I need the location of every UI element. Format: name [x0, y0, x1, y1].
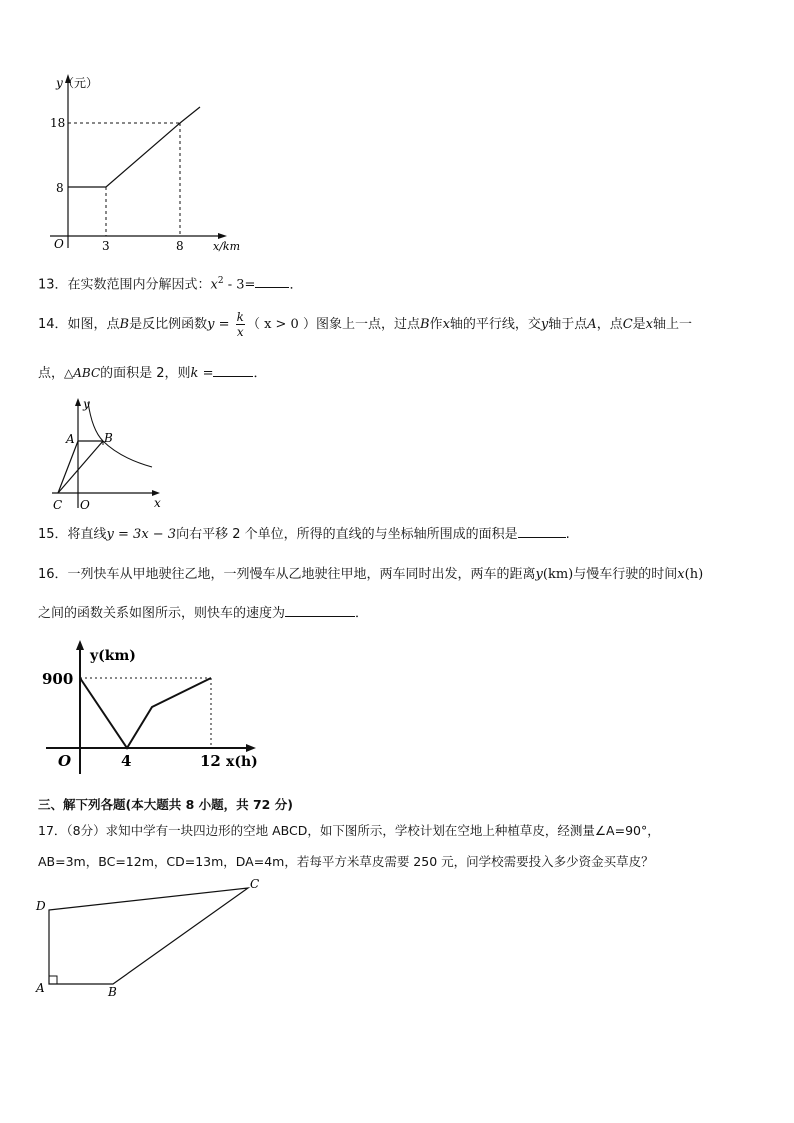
- hyperbola-graph: [48, 396, 168, 516]
- q14-text-d: 作: [429, 317, 443, 332]
- q15-prefix: 15．将直线: [38, 527, 107, 542]
- graph2-point-a: A: [66, 432, 75, 446]
- question-13: [38, 272, 302, 294]
- q14-text-h: 是: [632, 317, 646, 332]
- fare-graph: [30, 70, 260, 255]
- q14-y: y: [207, 317, 215, 332]
- q15-end: .: [565, 527, 570, 542]
- q14-answer-blank[interactable]: [213, 364, 253, 377]
- graph3-x-tick-4: 4: [121, 752, 132, 770]
- q16-text-c: 之间的函数关系如图所示，则快车的速度为: [38, 606, 286, 621]
- question-16-line2: [38, 604, 368, 623]
- q14-triangle: △ABC: [64, 366, 101, 380]
- q16-text-a: 16．一列快车从甲地驶往乙地，一列慢车从乙地驶往甲地，两车同时出发，两车的距离: [38, 567, 536, 582]
- q14-frac-den: x: [236, 325, 244, 339]
- q14-point-c: C: [622, 317, 633, 332]
- question-17-line2: AB=3m，BC=12m，CD=13m，DA=4m，若每平方米草皮需要 250 元，问学校需要投入多少资金买草皮？: [38, 854, 654, 869]
- q13-prefix: 13．在实数范围内分解因式：: [38, 277, 211, 293]
- q14-point-a: A: [587, 317, 597, 332]
- q16-unit-km: (km): [542, 567, 574, 582]
- q16-unit-h: (h): [684, 567, 704, 582]
- question-17-line1: 17．（8分）求知中学有一块四边形的空地 ABCD，如下图所示，学校计划在空地上种植草皮，经测量∠A=90°，: [38, 823, 660, 838]
- q14-k: k: [190, 366, 199, 381]
- section-3-heading: 三、解下列各题(本大题共 8 小题，共 72 分): [38, 797, 293, 812]
- q14-text-c: 图象上一点，过点: [315, 317, 420, 332]
- q15-expr: y = 3x − 3: [106, 527, 177, 542]
- y-axis-unit: （元）: [62, 76, 99, 90]
- q13-exp: 2: [217, 276, 224, 286]
- quadrilateral-figure: [30, 870, 270, 1002]
- graph2-origin: O: [80, 498, 90, 512]
- graph2-point-b: B: [104, 431, 113, 445]
- graph3-x-label: x(h): [226, 754, 258, 770]
- vertex-b: B: [108, 985, 117, 999]
- q16-x: x: [677, 567, 685, 582]
- origin-label: O: [54, 237, 64, 251]
- q16-end: ．: [355, 606, 369, 621]
- graph3-y-tick-900: 900: [42, 670, 74, 688]
- vertex-a: A: [36, 981, 45, 995]
- q14-end: ．: [253, 366, 267, 381]
- graph3-origin: O: [58, 752, 72, 770]
- q15-answer-blank[interactable]: [518, 525, 566, 538]
- q14-text-e: 轴的平行线，交: [449, 317, 541, 332]
- q14-eq2: =: [198, 366, 214, 381]
- y-axis-label: y: [56, 76, 63, 90]
- q14-fraction: [236, 310, 245, 339]
- q14-condition: （ x > 0 ）: [246, 317, 316, 332]
- graph2-x-label: x: [154, 496, 161, 510]
- question-15: [38, 525, 570, 544]
- q16-answer-blank[interactable]: [285, 604, 355, 617]
- q14-text-j: 点，: [38, 366, 65, 381]
- q14-text-a: 14．如图，点: [38, 317, 120, 332]
- q14-eq: =: [214, 317, 234, 332]
- distance-graph: [36, 638, 266, 778]
- q14-text-b: 是反比例函数: [129, 317, 208, 332]
- q13-rest: - 3=: [223, 277, 256, 293]
- q14-point-b2: B: [419, 317, 430, 332]
- q13-base: x: [210, 277, 218, 293]
- y-tick-8: 8: [56, 181, 64, 195]
- graph3-x-tick-12: 12: [200, 752, 221, 770]
- q14-point-b: B: [119, 317, 130, 332]
- q14-text-f: 轴于点: [548, 317, 588, 332]
- q14-y2: y: [540, 317, 549, 332]
- y-tick-18: 18: [50, 116, 66, 130]
- q15-mid: 向右平移 2 个单位，所得的直线的与坐标轴所围成的面积是: [176, 527, 518, 542]
- vertex-d: D: [36, 899, 46, 913]
- graph3-y-label: y(km): [90, 648, 136, 664]
- question-14-line2: [38, 364, 266, 383]
- x-axis-label: x/km: [213, 240, 241, 253]
- question-16-line1: [38, 566, 703, 584]
- x-tick-3: 3: [102, 239, 110, 253]
- q14-text-i: 轴上一: [653, 317, 693, 332]
- q13-end: ．: [289, 277, 303, 293]
- graph2-point-c: C: [53, 498, 63, 512]
- x-tick-8: 8: [176, 239, 184, 253]
- q14-frac-num: k: [236, 310, 244, 324]
- graph2-y-label: y: [83, 397, 90, 411]
- q14-text-k: 的面积是 2，则: [100, 366, 191, 381]
- q14-x2: x: [645, 317, 654, 332]
- question-14-line1: [38, 310, 692, 340]
- vertex-c: C: [250, 877, 260, 891]
- q13-answer-blank[interactable]: [255, 275, 289, 288]
- q16-text-b: 与慢车行驶的时间: [573, 567, 678, 582]
- q14-x: x: [442, 317, 450, 332]
- q14-text-g: ，点: [596, 317, 623, 332]
- q16-y: y: [535, 567, 543, 582]
